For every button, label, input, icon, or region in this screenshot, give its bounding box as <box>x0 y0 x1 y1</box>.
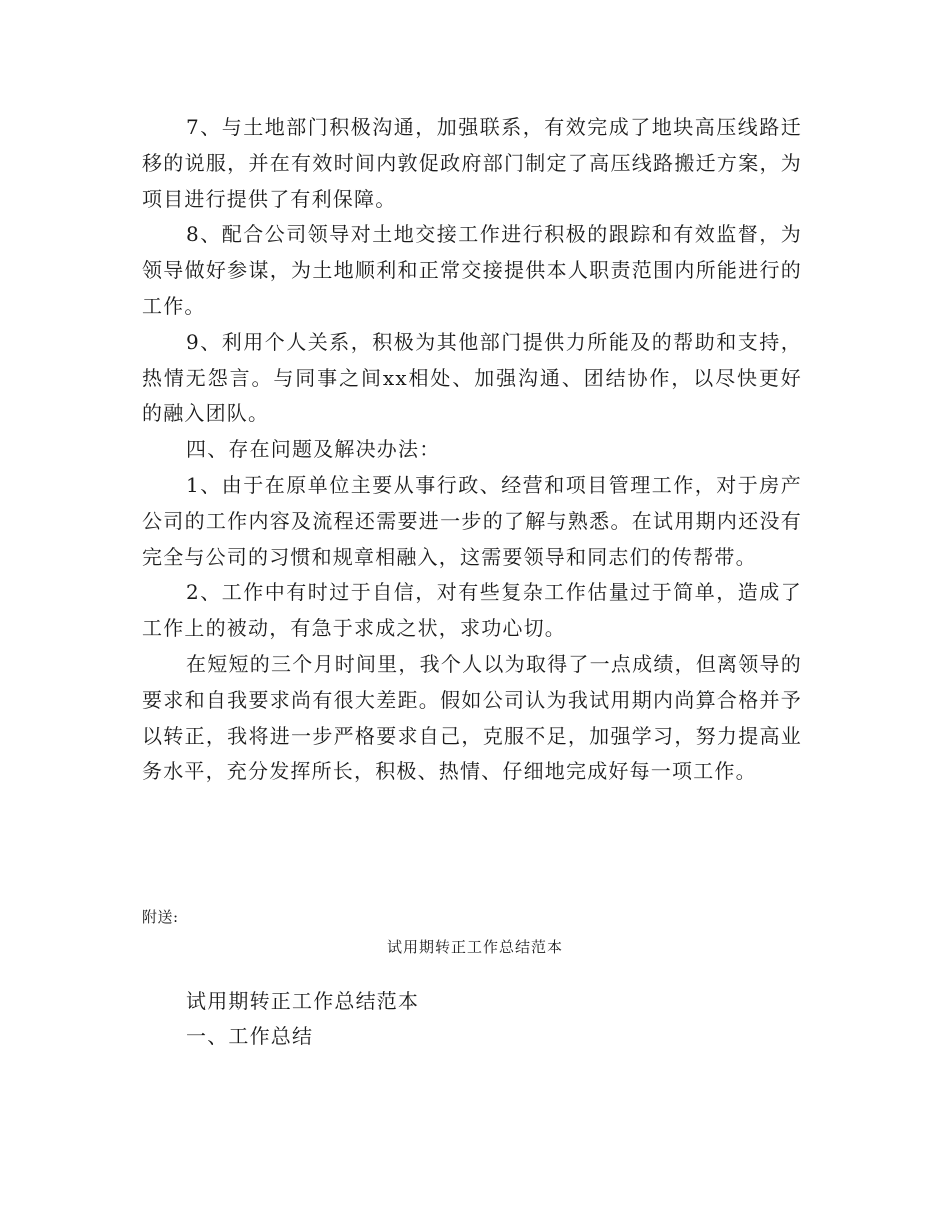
paragraph-item-8: 8、配合公司领导对土地交接工作进行积极的跟踪和有效监督，为领导做好参谋，为土地顺利和正常交接提供本人职责范围内所能进行的工作。 <box>142 222 802 318</box>
appendix-label: 附送: <box>142 908 179 926</box>
paragraph-conclusion: 在短短的三个月时间里，我个人以为取得了一点成绩，但离领导的要求和自我要求尚有很大差距。假如公司认为我试用期内尚算合格并予以转正，我将进一步严格要求自己，克服不足，加强学习，努力提高业务水平，充分发挥所长，积极、热情、仔细地完成好每一项工作。 <box>142 651 802 784</box>
paragraph-item-7: 7、与土地部门积极沟通，加强联系，有效完成了地块高压线路迁移的说服，并在有效时间内敦促政府部门制定了高压线路搬迁方案，为项目进行提供了有利保障。 <box>142 115 802 211</box>
document-body <box>142 110 802 790</box>
paragraph-problem-1: 1、由于在原单位主要从事行政、经营和项目管理工作，对于房产公司的工作内容及流程还需要进一步的了解与熟悉。在试用期内还没有完全与公司的习惯和规章相融入，这需要领导和同志们的传帮带。 <box>142 472 802 569</box>
appendix-title: 试用期转正工作总结范本 <box>386 938 563 956</box>
sample-section-heading: 一、工作总结 <box>186 1024 314 1048</box>
section-heading-problems: 四、存在问题及解决办法： <box>186 437 441 462</box>
paragraph-problem-2: 2、工作中有时过于自信，对有些复杂工作估量过于简单，造成了工作上的被动，有急于求成之状，求功心切。 <box>142 580 802 641</box>
sample-heading: 试用期转正工作总结范本 <box>186 989 420 1013</box>
paragraph-item-9: 9、利用个人关系，积极为其他部门提供力所能及的帮助和支持，热情无怨言。与同事之间xx相处、加强沟通、团结协作，以尽快更好的融入团队。 <box>142 329 802 426</box>
